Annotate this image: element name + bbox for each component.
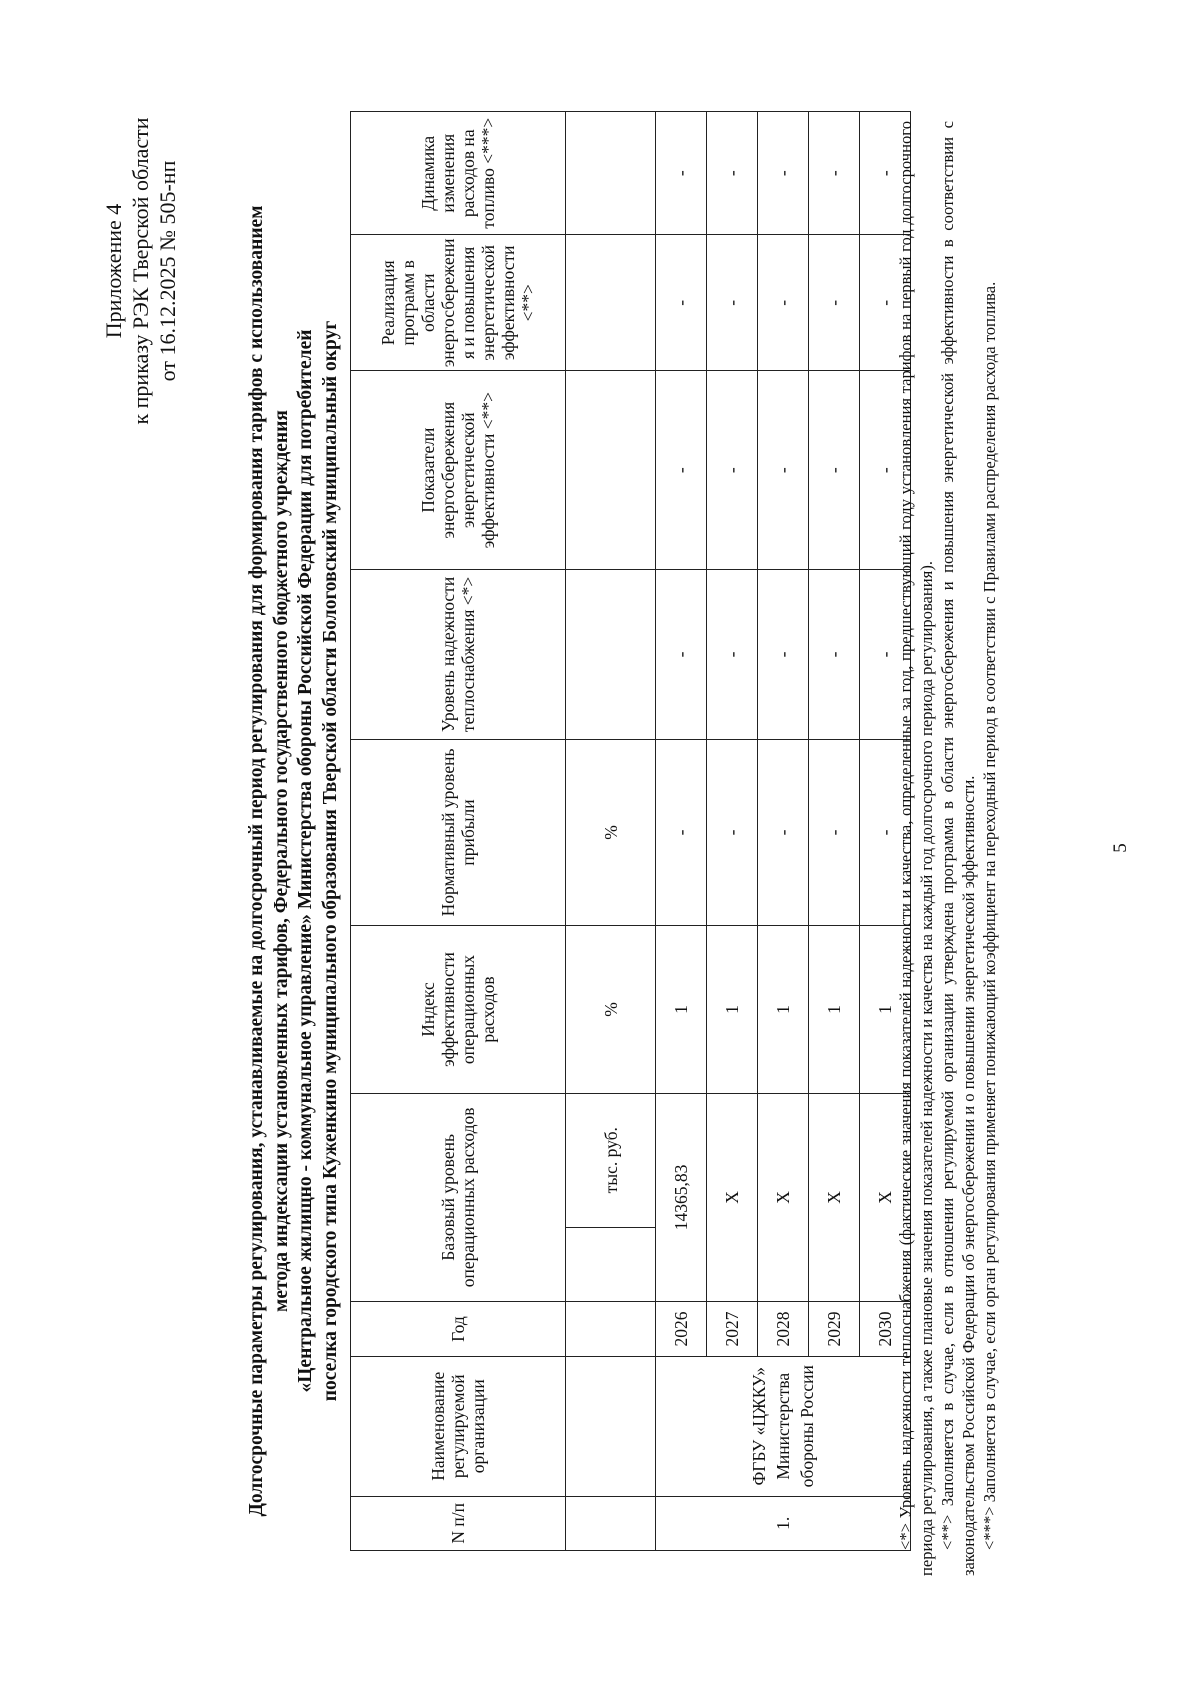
organization-name: ФГБУ «ЦЖКУ» Министерства обороны России [656,1356,911,1496]
cell-energy-programs: - [860,235,911,371]
cell-reliability: - [809,570,860,739]
cell-fuel: - [809,112,860,235]
cell-reliability: - [860,570,911,739]
table-row [656,112,707,1551]
unit-index: % [566,926,656,1093]
header-fuel-dynamics: Динамика изменения расходов на топливо <***> [351,112,566,235]
header-year: Год [351,1302,566,1357]
row-number: 1. [656,1496,911,1550]
cell-profit: - [656,739,707,926]
cell-fuel: - [707,112,758,235]
cell-base: Х [707,1093,758,1302]
cell-energy-indicators: - [809,371,860,570]
cell-index: 1 [758,926,809,1093]
cell-energy-programs: - [656,235,707,371]
cell-energy-programs: - [809,235,860,371]
cell-reliability: - [707,570,758,739]
parameters-table [350,111,911,1551]
header-organization: Наименование регулируемой организации [351,1356,566,1496]
table-row [758,112,809,1551]
cell-index: 1 [860,926,911,1093]
cell-year: 2028 [758,1302,809,1357]
cell-year: 2026 [656,1302,707,1357]
cell-base: Х [758,1093,809,1302]
header-profit-level: Нормативный уровень прибыли [351,739,566,926]
header-energy-programs: Реализация программ в области энергосбережени я и повышения энергетической эффективности <**> [351,235,566,371]
header-base-opex: Базовый уровень операционных расходов [351,1093,566,1302]
title-line: «Центральное жилищно - коммунальное управление» Министерства обороны Российской Федерации для потребителей [295,329,316,1393]
cell-fuel: - [656,112,707,235]
cell-profit: - [707,739,758,926]
cell-reliability: - [758,570,809,739]
footnote-fuel: <***> Заполняется в случае, если орган регулирования применяет понижающий коэффициент на переходный период в соответствии с Правилами распределения расхода топлива. [980,281,999,1550]
table-units-row [566,112,656,1551]
title-line: метода индексации установленных тарифов, Федерального государственного бюджетного учреждения [270,410,292,1312]
table-header-row [351,112,566,1551]
cell-year: 2030 [860,1302,911,1357]
cell-fuel: - [758,112,809,235]
unit-base: тыс. руб. [566,1093,656,1227]
cell-profit: - [860,739,911,926]
cell-index: 1 [656,926,707,1093]
cell-energy-indicators: - [758,371,809,570]
cell-energy-indicators: - [860,371,911,570]
header-num: N п/п [351,1496,566,1550]
cell-energy-indicators: - [707,371,758,570]
cell-profit: - [758,739,809,926]
table-row [707,112,758,1551]
cell-base: Х [809,1093,860,1302]
cell-year: 2027 [707,1302,758,1357]
footnote-reliability: <*> Уровень надежности теплоснабжения (фактические значения показателей надежности и качества, определенные за год, предшествующий году установления тарифов на первый год долгосрочного периода регулирования, а также плановые значения показателей надежности и качества на каждый год долгосрочного периода регулирования). [896,121,936,1576]
header-efficiency-index: Индекс эффективности операционных расходов [351,926,566,1093]
annex-header [100,81,181,461]
table-row [809,112,860,1551]
title-line: Долгосрочные параметры регулирования, устанавливаемые на долгосрочный период регулирования для формирования тарифов с использованием [246,205,267,1517]
page-number: 5 [1110,843,1131,853]
cell-base: 14365,83 [656,1093,707,1302]
annex-title: Приложение 4 [101,203,126,339]
cell-profit: - [809,739,860,926]
cell-fuel: - [860,112,911,235]
cell-energy-programs: - [758,235,809,371]
cell-reliability: - [656,570,707,739]
unit-profit: % [566,739,656,926]
document-title [245,166,343,1556]
cell-index: 1 [707,926,758,1093]
header-reliability: Уровень надежности теплоснабжения <*> [351,570,566,739]
cell-energy-programs: - [707,235,758,371]
footnote-energy: <**> Заполняется в случае, если в отношении регулируемой организации утверждена программа в области энергосбережения и повышения энергетической эффективности в соответствии с законодательством Российской Федерации об энергосбережении и о повышении энергетической эффективности. [938,121,978,1576]
title-line: поселка городского типа Куженкино муниципального образования Тверской области Бологовский муниципальный округ [319,320,341,1402]
cell-energy-indicators: - [656,371,707,570]
annex-order-date: от 16.12.2025 № 505-нп [155,160,180,382]
cell-index: 1 [809,926,860,1093]
cell-year: 2029 [809,1302,860,1357]
cell-base: Х [860,1093,911,1302]
footnotes [895,121,1000,1576]
annex-order-ref: к приказу РЭК Тверской области [128,117,153,425]
header-energy-indicators: Показатели энергосбережения энергетической эффективности <**> [351,371,566,570]
